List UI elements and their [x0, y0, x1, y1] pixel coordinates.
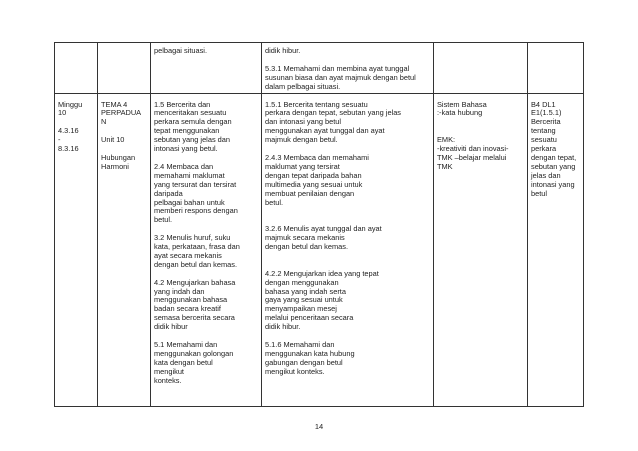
theme-cell: TEMA 4 PERPADUA N Unit 10 Hubungan Harmoni	[98, 93, 151, 406]
learning-standard-cell: didik hibur. 5.3.1 Memahami dan membina ayat tunggal susunan biasa dan ayat majmuk dengan betul dalam pelbagai situasi.	[262, 43, 434, 94]
theme-cell	[98, 43, 151, 94]
table-row	[55, 93, 584, 406]
grammar-emk-cell	[434, 43, 528, 94]
performance-cell: B4 DL1 E1(1.5.1) Bercerita tentang sesuatu perkara dengan tepat, sebutan yang jelas dan intonasi yang betul	[528, 93, 584, 406]
standard-content-cell: 1.5 Bercerita dan menceritakan sesuatu perkara semula dengan tepat menggunakan sebutan yang jelas dan intonasi yang betul. 2.4 Membaca dan memahami maklumat yang tersurat dan tersirat daripada pelbagai bahan untuk memberi respons dengan betul. 3.2 Menulis huruf, suku kata, perkataan, frasa dan ayat secara mekanis dengan betul dan kemas. 4.2 Mengujarkan bahasa yang indah dan menggunakan bahasa badan secara kreatif semasa bercerita secara didik hibur 5.1 Memahami dan menggunakan golongan kata dengan betul mengikut konteks.	[151, 93, 262, 406]
lesson-plan-table	[54, 42, 584, 407]
week-cell: Minggu 10 4.3.16 - 8.3.16	[55, 93, 98, 406]
performance-cell	[528, 43, 584, 94]
grammar-emk-cell: Sistem Bahasa :-kata hubung EMK: -kreativiti dan inovasi- TMK –belajar melalui TMK	[434, 93, 528, 406]
learning-standard-cell: 1.5.1 Bercerita tentang sesuatu perkara dengan tepat, sebutan yang jelas dan intonasi yang betul menggunakan ayat tunggal dan ayat majmuk dengan betul. 2.4.3 Membaca dan memahami maklumat yang tersirat dengan tepat daripada bahan multimedia yang sesuai untuk membuat penilaian dengan betul. 3.2.6 Menulis ayat tunggal dan ayat majmuk secara mekanis dengan betul dan kemas. 4.2.2 Mengujarkan idea yang tepat dengan menggunakan bahasa yang indah serta gaya yang sesuai untuk menyampaikan mesej melalui penceritaan secara didik hibur. 5.1.6 Memahami dan menggunakan kata hubung gabungan dengan betul mengikut konteks.	[262, 93, 434, 406]
standard-content-cell: pelbagai situasi.	[151, 43, 262, 94]
week-cell	[55, 43, 98, 94]
table-row	[55, 43, 584, 94]
page-number: 14	[314, 422, 324, 431]
